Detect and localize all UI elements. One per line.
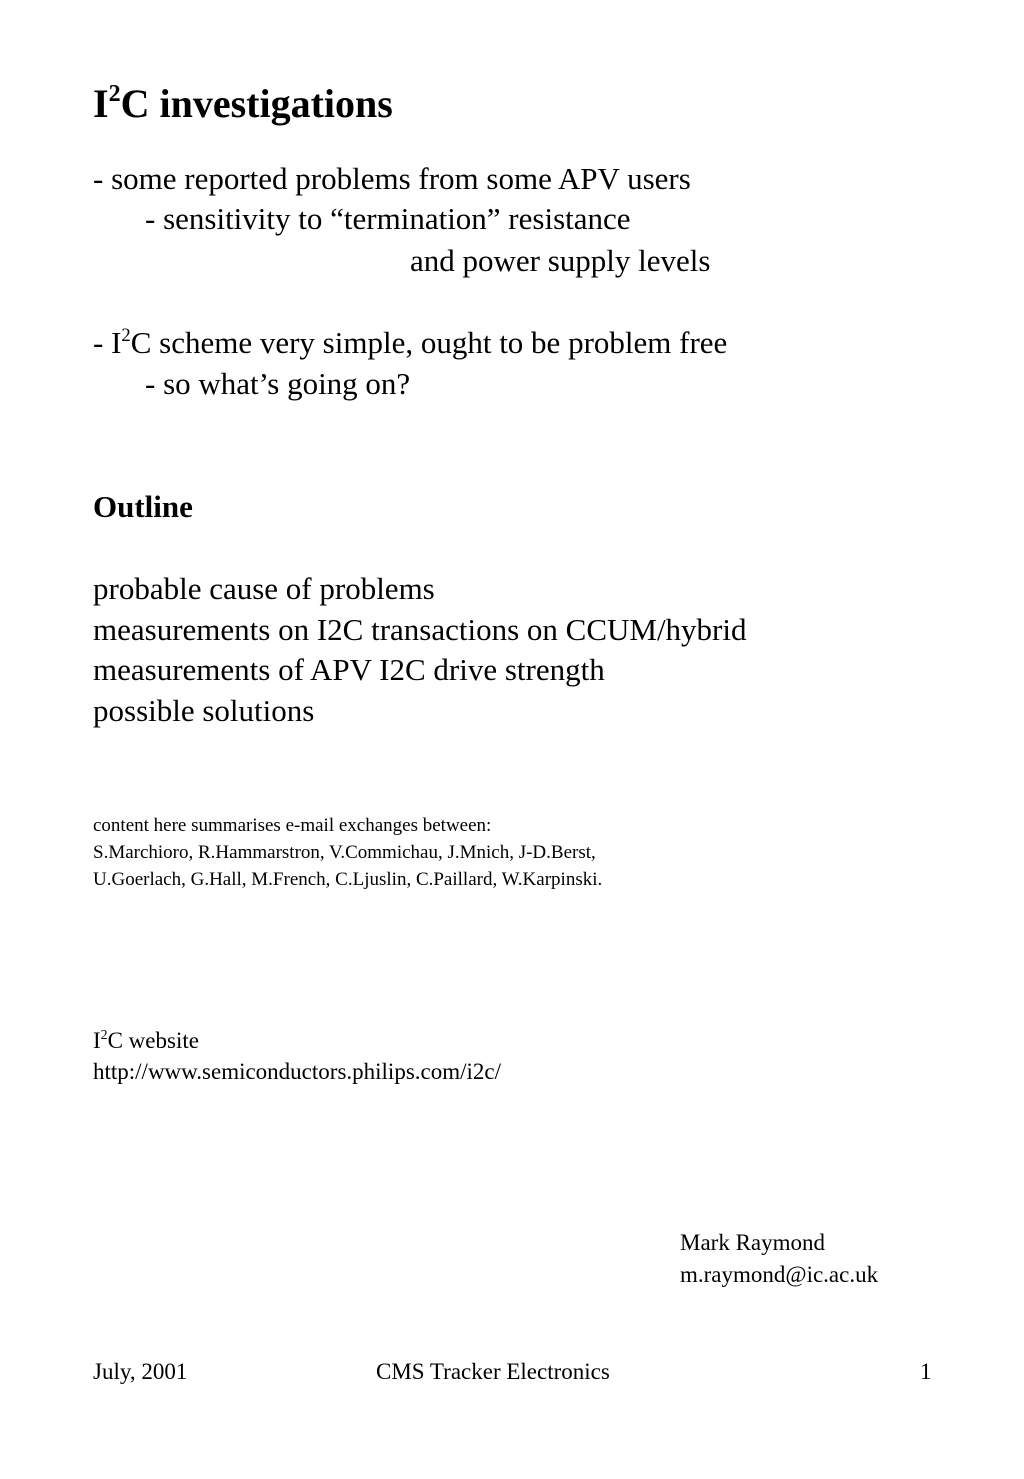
author-email: m.raymond@ic.ac.uk [680, 1262, 879, 1287]
outline-item: measurements of APV I2C drive strength [93, 652, 605, 687]
intro-line-5: - so what’s going on? [145, 366, 411, 401]
website-url: http://www.semiconductors.philips.com/i2c/ [93, 1059, 501, 1084]
credits-line-3: U.Goerlach, G.Hall, M.French, C.Ljuslin, C.Paillard, W.Karpinski. [93, 869, 603, 890]
footer-date: July, 2001 [93, 1359, 188, 1384]
footer-center: CMS Tracker Electronics [376, 1359, 610, 1384]
page-number: 1 [920, 1359, 932, 1384]
credits-line-1: content here summarises e-mail exchanges between: [93, 815, 492, 836]
website-label: $I^2C$ website [93, 1026, 199, 1053]
outline-item: possible solutions [93, 693, 315, 728]
outline-item: probable cause of problems [93, 571, 435, 606]
page-title: $I^2C$ investigations [93, 81, 393, 126]
author-name: Mark Raymond [680, 1230, 826, 1255]
outline-heading: Outline [93, 489, 193, 524]
intro-line-4: - $I^2C$ scheme very simple, ought to be problem free [93, 324, 728, 360]
intro-line-1: - some reported problems from some APV users [93, 161, 691, 196]
outline-item: measurements on I2C transactions on CCUM/hybrid [93, 612, 747, 647]
intro-line-2: - sensitivity to “termination” resistance [145, 201, 631, 236]
credits-line-2: S.Marchioro, R.Hammarstron, V.Commichau, J.Mnich, J-D.Berst, [93, 842, 596, 863]
intro-line-3: and power supply levels [410, 243, 711, 278]
